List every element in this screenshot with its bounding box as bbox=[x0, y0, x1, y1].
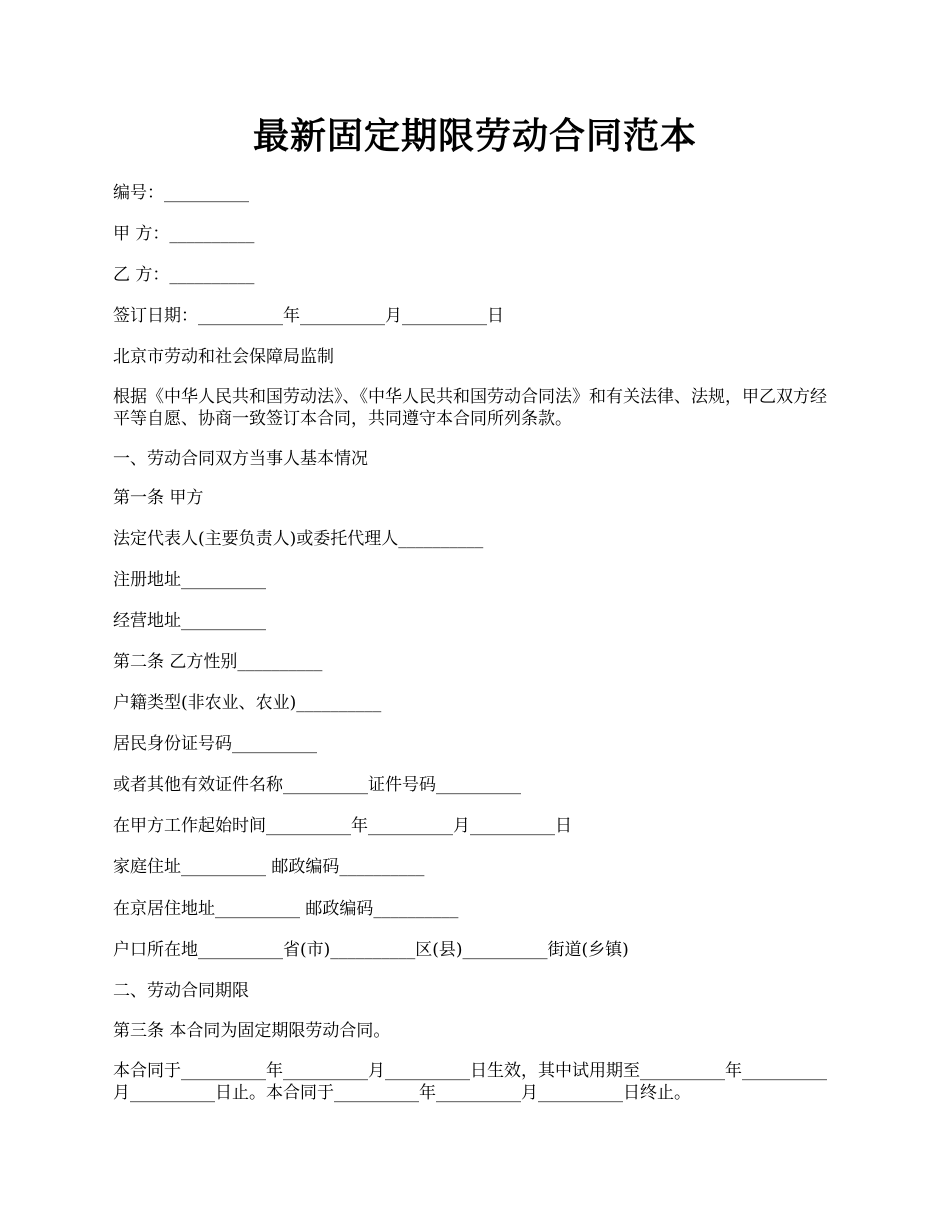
beijing-address-line: 在京居住地址__________ 邮政编码__________ bbox=[113, 899, 459, 919]
article-1-heading: 第一条 甲方 bbox=[113, 488, 204, 508]
other-id-line: 或者其他有效证件名称__________证件号码__________ bbox=[113, 775, 521, 795]
supervisor-line: 北京市劳动和社会保障局监制 bbox=[113, 347, 334, 367]
article-3-line: 第三条 本合同为固定期限劳动合同。 bbox=[113, 1021, 391, 1041]
contract-number-line: 编号：__________ bbox=[113, 183, 249, 203]
id-number-line: 居民身份证号码__________ bbox=[113, 734, 317, 754]
start-date-line: 在甲方工作起始时间__________年__________月__________日 bbox=[113, 816, 572, 836]
party-b-line: 乙 方：__________ bbox=[113, 265, 255, 285]
section-heading-1: 一、劳动合同双方当事人基本情况 bbox=[113, 449, 368, 469]
term-paragraph: 本合同于__________年__________月__________日生效，其中试用期至__________年__________月__________日止。本合同于__________年__________月__________日终止。 bbox=[113, 1061, 827, 1103]
article-2-gender-line: 第二条 乙方性别__________ bbox=[113, 652, 323, 672]
party-a-line: 甲 方：__________ bbox=[113, 224, 255, 244]
hukou-location-line: 户口所在地__________省(市)__________区(县)__________街道(乡镇) bbox=[113, 940, 629, 960]
home-address-line: 家庭住址__________ 邮政编码__________ bbox=[113, 857, 425, 877]
household-type-line: 户籍类型(非农业、农业)__________ bbox=[113, 693, 382, 713]
legal-representative-line: 法定代表人(主要负责人)或委托代理人__________ bbox=[113, 529, 484, 549]
signing-date-line: 签订日期：__________年__________月__________日 bbox=[113, 306, 504, 326]
registered-address-line: 注册地址__________ bbox=[113, 570, 266, 590]
business-address-line: 经营地址__________ bbox=[113, 611, 266, 631]
document-title: 最新固定期限劳动合同范本 bbox=[252, 115, 697, 157]
section-heading-2: 二、劳动合同期限 bbox=[113, 981, 249, 1001]
preamble-paragraph: 根据《中华人民共和国劳动法》、《中华人民共和国劳动合同法》和有关法律、法规，甲乙双方经平等自愿、协商一致签订本合同，共同遵守本合同所列条款。 bbox=[113, 387, 827, 429]
